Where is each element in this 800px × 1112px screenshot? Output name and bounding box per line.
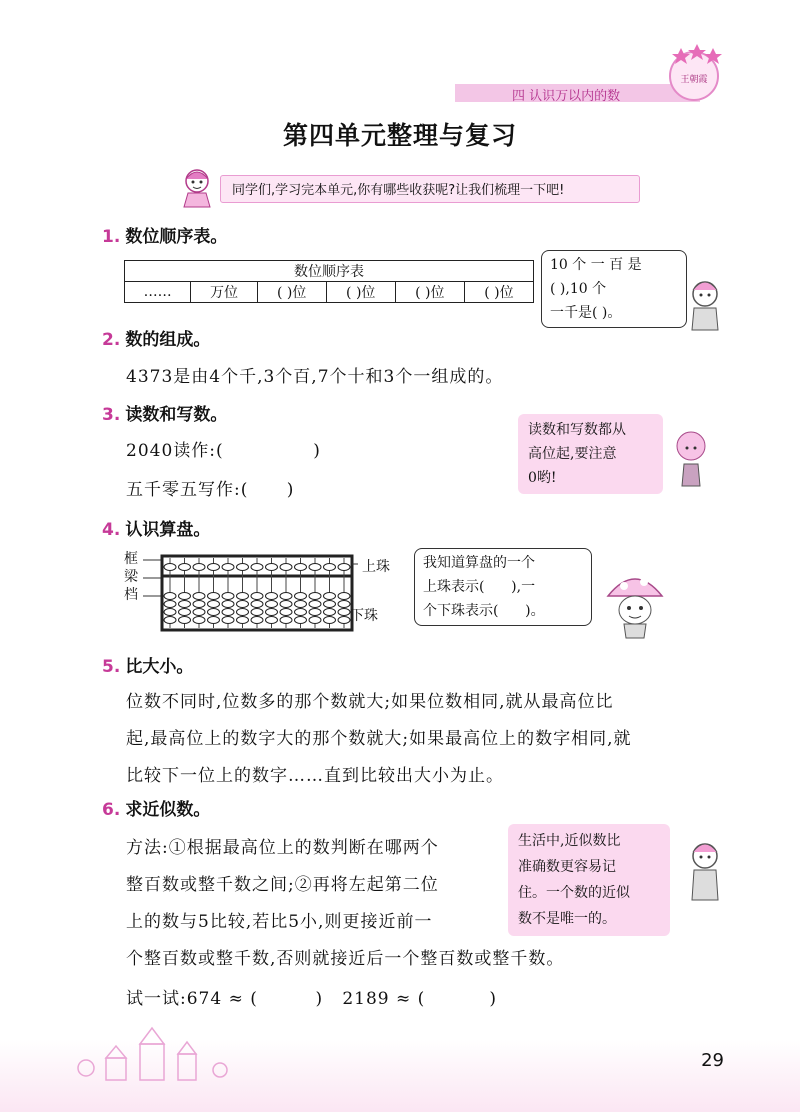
abacus-lower-bead bbox=[222, 601, 234, 608]
abacus-lower-bead bbox=[179, 601, 191, 608]
abacus-lower-bead bbox=[208, 601, 220, 608]
section-4-heading: 4. 认识算盘。 bbox=[102, 520, 211, 540]
abacus-lower-bead bbox=[266, 617, 278, 624]
section-title: 数位顺序表。 bbox=[125, 227, 228, 247]
abacus-lower-bead bbox=[179, 593, 191, 600]
abacus-lower-bead bbox=[324, 601, 336, 608]
abacus-lower-bead bbox=[280, 609, 292, 616]
abacus-upper-bead bbox=[266, 564, 278, 571]
abacus-lower-bead bbox=[193, 609, 205, 616]
abacus-lower-bead bbox=[251, 601, 263, 608]
abacus-lower-bead bbox=[295, 593, 307, 600]
abacus-lower-bead bbox=[309, 601, 321, 608]
abacus-lower-bead bbox=[164, 593, 176, 600]
abacus-lower-bead bbox=[338, 609, 350, 616]
section-5-heading: 5. 比大小。 bbox=[102, 657, 194, 677]
abacus-lower-bead bbox=[193, 593, 205, 600]
abacus-rod-label: 档 bbox=[124, 587, 138, 603]
table-cell: 万位 bbox=[191, 282, 257, 303]
abacus-lower-bead bbox=[338, 617, 350, 624]
abacus-figure bbox=[140, 552, 360, 634]
abacus-lower-bead bbox=[222, 609, 234, 616]
table-caption: 数位顺序表 bbox=[125, 261, 534, 282]
abacus-upper-bead bbox=[222, 564, 234, 571]
abacus-lower-bead bbox=[295, 609, 307, 616]
section-2-heading: 2. 数的组成。 bbox=[102, 330, 211, 350]
abacus-upper-bead bbox=[179, 564, 191, 571]
table-cell: ( )位 bbox=[326, 282, 395, 303]
abacus-lower-bead bbox=[295, 601, 307, 608]
abacus-lower-bead bbox=[179, 609, 191, 616]
girl-mascot-icon bbox=[178, 165, 216, 209]
abacus-lower-bead bbox=[193, 601, 205, 608]
abacus-lower-bead bbox=[193, 617, 205, 624]
table-cell: ( )位 bbox=[257, 282, 326, 303]
page-title: 第四单元整理与复习 bbox=[282, 121, 517, 150]
abacus-upper-bead bbox=[338, 564, 350, 571]
tree-mascot-icon bbox=[666, 430, 716, 490]
section-6-heading: 6. 求近似数。 bbox=[102, 800, 211, 820]
abacus-lower-bead bbox=[338, 593, 350, 600]
write-line: 五千零五写作:( ) bbox=[126, 480, 295, 500]
brand-logo bbox=[664, 44, 724, 102]
abacus-lower-bead bbox=[208, 593, 220, 600]
table-cell: …… bbox=[125, 282, 191, 303]
abacus-lower-bead bbox=[251, 609, 263, 616]
abacus-lower-bead bbox=[164, 601, 176, 608]
section-3-heading: 3. 读数和写数。 bbox=[102, 405, 228, 425]
abacus-lower-bead bbox=[309, 617, 321, 624]
abacus-lower-bead bbox=[237, 609, 249, 616]
abacus-lower-bead bbox=[237, 593, 249, 600]
abacus-lower-bead bbox=[222, 593, 234, 600]
abacus-left-labels bbox=[124, 550, 138, 604]
tip-box-reading: 读数和写数都从 高位起,要注意 0哟! bbox=[518, 414, 663, 494]
abacus-lower-bead bbox=[309, 593, 321, 600]
abacus-lower-bead bbox=[280, 593, 292, 600]
abacus-lower-bead bbox=[295, 617, 307, 624]
section-1-heading bbox=[102, 222, 227, 247]
composition-text: 4373是由4个千,3个百,7个十和3个一组成的。 bbox=[126, 367, 504, 387]
speech-bubble: 10 个 一 百 是 ( ),10 个 一千是( )。 bbox=[541, 250, 687, 328]
abacus-upper-bead bbox=[164, 564, 176, 571]
unit-label: 四 认识万以内的数 bbox=[512, 89, 621, 104]
abacus-upper-bead bbox=[295, 564, 307, 571]
abacus-lower-bead bbox=[266, 601, 278, 608]
castle-decoration-icon bbox=[70, 1024, 270, 1084]
logo-text: 王朝霞 bbox=[680, 75, 708, 85]
approx-paragraph: 方法:①根据最高位上的数判断在哪两个 整百数或整千数之间;②再将左起第二位 上的数与5比较,若比5小,则更接近前一 个整百数或整千数,否则就接近后一个整百数或整千数。 bbox=[126, 838, 565, 969]
abacus-lower-bead bbox=[251, 593, 263, 600]
abacus-frame-label: 框 bbox=[124, 551, 138, 567]
abacus-lower-bead bbox=[179, 617, 191, 624]
intro-text: 同学们,学习完本单元,你有哪些收获呢?让我们梳理一下吧! bbox=[232, 183, 565, 198]
page-number: 29 bbox=[701, 1050, 724, 1071]
abacus-lower-bead bbox=[309, 609, 321, 616]
abacus-lower-bead bbox=[237, 601, 249, 608]
abacus-lower-bead bbox=[208, 609, 220, 616]
boy-mascot-icon-2 bbox=[680, 840, 730, 910]
abacus-beam-label: 梁 bbox=[124, 569, 138, 585]
abacus-upper-bead bbox=[193, 564, 205, 571]
abacus-upper-bead bbox=[208, 564, 220, 571]
compare-paragraph: 位数不同时,位数多的那个数就大;如果位数相同,就从最高位比 起,最高位上的数字大的那个数就大;如果最高位上的数字相同,就 比较下一位上的数字……直到比较出大小为止。 bbox=[126, 692, 632, 786]
table-cell: ( )位 bbox=[395, 282, 464, 303]
abacus-upper-bead bbox=[251, 564, 263, 571]
tip-box-approx: 生活中,近似数比 准确数更容易记 住。一个数的近似 数不是唯一的。 bbox=[508, 824, 670, 936]
read-line: 2040读作:( ) bbox=[126, 441, 321, 461]
abacus-lower-bead bbox=[324, 617, 336, 624]
boy-mascot-icon bbox=[680, 276, 730, 336]
section-number: 1. bbox=[102, 227, 121, 247]
abacus-lower-bead bbox=[338, 601, 350, 608]
abacus-lower-bead bbox=[280, 617, 292, 624]
abacus-lower-bead bbox=[164, 609, 176, 616]
abacus-lower-bead bbox=[251, 617, 263, 624]
abacus-upper-bead bbox=[280, 564, 292, 571]
abacus-lower-bead bbox=[280, 601, 292, 608]
abacus-lower-bead bbox=[237, 617, 249, 624]
abacus-upper-bead bbox=[324, 564, 336, 571]
speech-bubble-abacus: 我知道算盘的一个 上珠表示( ),一 个下珠表示( )。 bbox=[414, 548, 592, 626]
abacus-lower-bead bbox=[208, 617, 220, 624]
try-it-line: 试一试:674 ≈ ( ) 2189 ≈ ( ) bbox=[126, 989, 497, 1009]
abacus-upper-bead bbox=[309, 564, 321, 571]
abacus-lower-label: 下珠 bbox=[350, 608, 378, 624]
abacus-upper-label: 上珠 bbox=[362, 559, 390, 575]
abacus-lower-bead bbox=[324, 593, 336, 600]
abacus-lower-bead bbox=[266, 593, 278, 600]
abacus-lower-bead bbox=[324, 609, 336, 616]
abacus-lower-bead bbox=[266, 609, 278, 616]
table-cell: ( )位 bbox=[464, 282, 533, 303]
place-value-table bbox=[124, 260, 534, 303]
mushroom-mascot-icon bbox=[600, 566, 670, 642]
abacus-lower-bead bbox=[222, 617, 234, 624]
abacus-lower-bead bbox=[164, 617, 176, 624]
abacus-upper-bead bbox=[237, 564, 249, 571]
